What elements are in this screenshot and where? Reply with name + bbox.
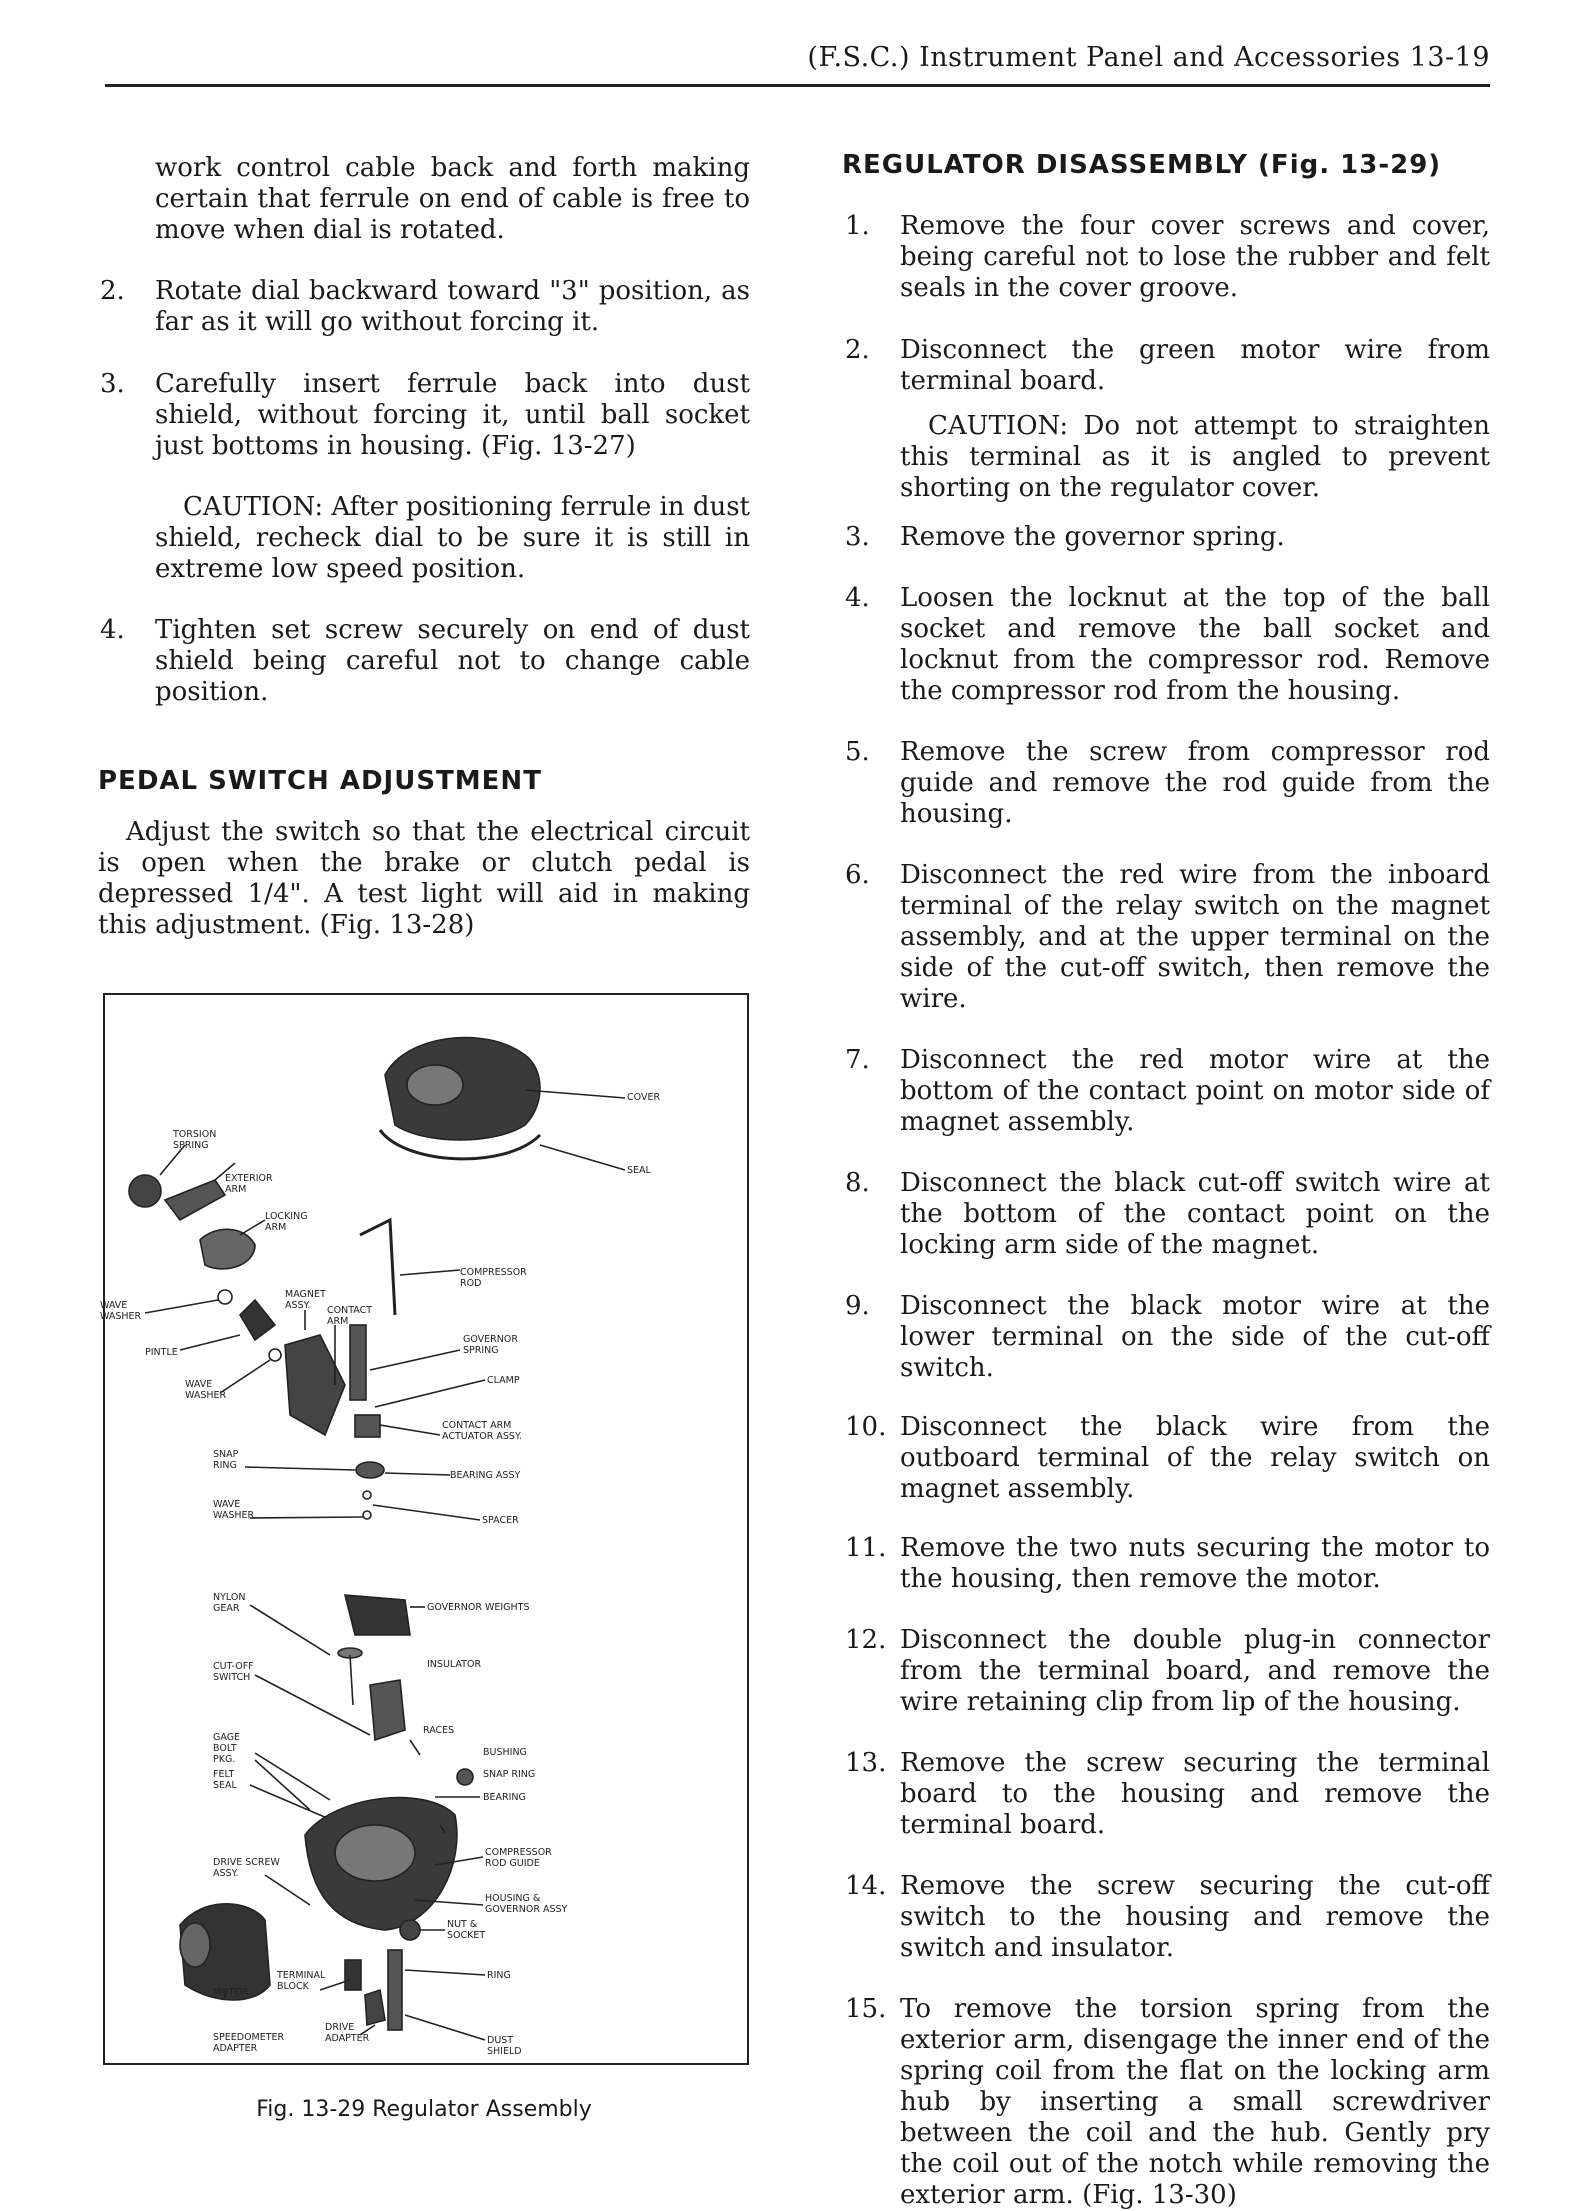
- label-torsion-2: SPRING: [173, 1140, 209, 1151]
- step-text: Remove the screw from compressor rod guide and remove the rod guide from the housing.: [900, 737, 1490, 829]
- label-cutoff-1: CUT-OFF: [213, 1661, 254, 1672]
- nut-socket-part: [400, 1920, 420, 1940]
- label-dust-1: DUST: [487, 2035, 514, 2046]
- label-bushing: BUSHING: [483, 1747, 527, 1758]
- left-column: [100, 153, 750, 941]
- label-comp-guide-1: COMPRESSOR: [485, 1847, 552, 1858]
- torsion-spring-part: [129, 1175, 161, 1207]
- step-number: 2.: [845, 335, 870, 365]
- label-locking-1: LOCKING: [265, 1211, 308, 1222]
- right-step-10: [845, 1412, 1490, 1505]
- figure-caption: Fig. 13-29 Regulator Assembly: [256, 2097, 592, 2122]
- left-caution: CAUTION: After positioning ferrule in dust shield, recheck dial to be sure it is still in extreme low speed position.: [155, 492, 750, 584]
- step-text: Loosen the locknut at the top of the ball socket and remove the ball socket and locknut from the compressor rod. Remove the compressor rod from the housing.: [900, 583, 1490, 706]
- bearing-assembly-part: [356, 1462, 384, 1478]
- step-text: Carefully insert ferrule back into dust shield, without forcing it, until ball socket just bottoms in housing. (Fig. 13-27): [155, 369, 750, 461]
- bushing-part: [457, 1769, 473, 1785]
- running-header: (F.S.C.) Instrument Panel and Accessories 13-19: [807, 42, 1490, 73]
- label-terminal-1: TERMINAL: [277, 1970, 326, 1981]
- label-speedo-1: SPEEDOMETER: [213, 2032, 285, 2043]
- right-step-14: [845, 1871, 1490, 1964]
- exterior-arm-part: [165, 1180, 225, 1220]
- step-text: Disconnect the red motor wire at the bottom of the contact point on motor side of magnet assembly.: [900, 1045, 1490, 1137]
- step-number: 10.: [845, 1412, 887, 1442]
- label-magnet-1: MAGNET: [285, 1289, 326, 1300]
- right-step-9: [845, 1291, 1490, 1384]
- label-bearing-assy: BEARING ASSY: [450, 1470, 521, 1481]
- regulator-disassembly-heading: REGULATOR DISASSEMBLY (Fig. 13-29): [842, 150, 1442, 180]
- step-number: 13.: [845, 1748, 887, 1778]
- step-text: Tighten set screw securely on end of dust shield being careful not to change cable position.: [155, 615, 750, 707]
- step-text: Remove the screw securing the cut-off switch to the housing and remove the switch and insulator.: [900, 1871, 1490, 1963]
- label-ring: RING: [487, 1970, 511, 1981]
- locking-arm-part: [200, 1229, 255, 1269]
- label-races: RACES: [423, 1725, 455, 1736]
- label-insulator: INSULATOR: [427, 1659, 482, 1670]
- label-gov-weights: GOVERNOR WEIGHTS: [427, 1602, 530, 1613]
- label-cutoff-2: SWITCH: [213, 1672, 251, 1683]
- label-snap-ring: SNAP RING: [483, 1769, 536, 1780]
- step-number: 4.: [100, 615, 125, 645]
- step-text: Disconnect the black cut-off switch wire at the bottom of the contact point on the locking arm side of the magnet.: [900, 1168, 1490, 1260]
- label-torsion-1: TORSION: [173, 1129, 217, 1140]
- right-column: [842, 150, 1490, 2211]
- step-text: To remove the torsion spring from the exterior arm, disengage the inner end of the spring coil from the flat on the locking arm hub by inserting a small screwdriver between the coil and the hub. Gently pry the coil out of the notch while removing the exterior arm. (Fig. 13-30): [900, 1994, 1490, 2210]
- right-step-12: [845, 1625, 1490, 1718]
- label-nut-2: SOCKET: [447, 1930, 486, 1941]
- right-step-11: [845, 1533, 1490, 1595]
- magnet-assembly-part: [285, 1335, 345, 1435]
- step-number: 6.: [845, 860, 870, 890]
- step-number: 15.: [845, 1994, 887, 2024]
- label-housing-2: GOVERNOR ASSY: [485, 1904, 568, 1915]
- governor-weights-part: [345, 1595, 410, 1635]
- label-wave2-1: WAVE: [185, 1379, 213, 1390]
- terminal-block-part: [345, 1960, 361, 1990]
- regulator-assembly-figure: [100, 993, 749, 2065]
- right-step-15: [845, 1994, 1490, 2211]
- right-step-3: [845, 522, 1490, 553]
- regulator-exploded-diagram: [100, 995, 747, 2063]
- actuator-part: [355, 1415, 380, 1437]
- step-number: 3.: [845, 522, 870, 552]
- label-pintle: PINTLE: [145, 1347, 178, 1358]
- label-snap-2: RING: [213, 1460, 237, 1471]
- step-number: 11.: [845, 1533, 887, 1563]
- label-clamp: CLAMP: [487, 1375, 520, 1386]
- step-number: 5.: [845, 737, 870, 767]
- step-text: Remove the two nuts securing the motor to the housing, then remove the motor.: [900, 1533, 1490, 1594]
- step-text: Remove the four cover screws and cover, being careful not to lose the rubber and felt seals in the cover groove.: [900, 211, 1490, 303]
- label-drive-adapter-1: DRIVE: [325, 2022, 355, 2033]
- label-gage-3: PKG.: [213, 1754, 236, 1765]
- label-exterior-2: ARM: [225, 1184, 247, 1195]
- right-step-5: [845, 737, 1490, 830]
- label-wave2-2: WASHER: [185, 1390, 227, 1401]
- continued-paragraph: work control cable back and forth making certain that ferrule on end of cable is free to move when dial is rotated.: [155, 153, 750, 245]
- label-governor-2: SPRING: [463, 1345, 499, 1356]
- label-seal: SEAL: [627, 1165, 651, 1176]
- right-step-1: [845, 211, 1490, 304]
- step-text: Disconnect the green motor wire from terminal board.: [900, 335, 1490, 396]
- label-speedo-2: ADAPTER: [213, 2043, 258, 2054]
- right-step-8: [845, 1168, 1490, 1261]
- page-header: [105, 42, 1490, 82]
- step-text: Disconnect the black motor wire at the lower terminal on the side of the cut-off switch.: [900, 1291, 1490, 1383]
- step-number: 1.: [845, 211, 870, 241]
- cutoff-switch-part: [370, 1680, 405, 1740]
- step-number: 9.: [845, 1291, 870, 1321]
- governor-spring-part: [350, 1325, 366, 1400]
- label-felt-1: FELT: [213, 1769, 235, 1780]
- step-text: Disconnect the double plug-in connector from the terminal board, and remove the wire retaining clip from lip of the housing.: [900, 1625, 1490, 1717]
- label-governor-1: GOVERNOR: [463, 1334, 518, 1345]
- label-cover: COVER: [627, 1092, 661, 1103]
- right-step-7: [845, 1045, 1490, 1138]
- label-motor: MOTOR: [213, 1987, 249, 1998]
- label-drive-adapter-2: ADAPTER: [325, 2033, 370, 2044]
- step-number: 2.: [100, 276, 125, 306]
- left-step-4: [100, 615, 750, 708]
- label-compressor-2: ROD: [460, 1278, 482, 1289]
- label-nut-1: NUT &: [447, 1919, 478, 1930]
- label-spacer: SPACER: [482, 1515, 519, 1526]
- label-snap-1: SNAP: [213, 1449, 239, 1460]
- step-number: 7.: [845, 1045, 870, 1075]
- left-step-2: [100, 276, 750, 338]
- label-drive-screw-2: ASSY.: [213, 1868, 239, 1879]
- label-gage-2: BOLT: [213, 1743, 237, 1754]
- label-wave3-2: WASHER: [213, 1510, 255, 1521]
- step-number: 14.: [845, 1871, 887, 1901]
- header-rule: [105, 84, 1490, 87]
- dust-shield-part: [388, 1950, 402, 2030]
- pedal-switch-body: Adjust the switch so that the electrical circuit is open when the brake or clutch pedal is depressed 1/4". A test light will aid in making this adjustment. (Fig. 13-28): [98, 817, 750, 940]
- step-text: Rotate dial backward toward "3" position, as far as it will go without forcing it.: [155, 276, 750, 337]
- label-wave3-1: WAVE: [213, 1499, 241, 1510]
- label-locking-2: ARM: [265, 1222, 287, 1233]
- label-dust-2: SHIELD: [487, 2046, 522, 2057]
- step-number: 8.: [845, 1168, 870, 1198]
- label-bearing: BEARING: [483, 1792, 526, 1803]
- step-text: Disconnect the red wire from the inboard terminal of the relay switch on the magnet assembly, and at the upper terminal on the side of the cut-off switch, then remove the wire.: [900, 860, 1490, 1014]
- step-number: 3.: [100, 369, 125, 399]
- label-drive-screw-1: DRIVE SCREW: [213, 1857, 280, 1868]
- label-terminal-2: BLOCK: [277, 1981, 309, 1992]
- label-nylon-1: NYLON: [213, 1592, 246, 1603]
- right-step-13: [845, 1748, 1490, 1841]
- label-contact-2: ARM: [327, 1316, 349, 1327]
- label-comp-guide-2: ROD GUIDE: [485, 1858, 540, 1869]
- left-step-3: [100, 369, 750, 462]
- label-wave-2: WASHER: [100, 1311, 142, 1322]
- label-exterior-1: EXTERIOR: [225, 1173, 273, 1184]
- label-housing-1: HOUSING &: [485, 1893, 541, 1904]
- right-step-4: [845, 583, 1490, 707]
- label-wave-1: WAVE: [100, 1300, 128, 1311]
- label-magnet-2: ASSY.: [285, 1300, 311, 1311]
- pintle-part: [240, 1300, 275, 1340]
- step-number: 4.: [845, 583, 870, 613]
- label-contact-1: CONTACT: [327, 1305, 373, 1316]
- compressor-rod-part: [360, 1220, 395, 1315]
- pedal-switch-heading: PEDAL SWITCH ADJUSTMENT: [98, 766, 542, 796]
- drive-adapter-part: [365, 1990, 385, 2025]
- step-text: Disconnect the black wire from the outboard terminal of the relay switch on magnet assembly.: [900, 1412, 1490, 1504]
- label-gage-1: GAGE: [213, 1732, 241, 1743]
- label-actuator-1: CONTACT ARM: [442, 1420, 512, 1431]
- right-caution: CAUTION: Do not attempt to straighten this terminal as it is angled to prevent shorting on the regulator cover.: [900, 411, 1490, 503]
- label-felt-2: SEAL: [213, 1780, 237, 1791]
- label-actuator-2: ACTUATOR ASSY.: [442, 1431, 522, 1442]
- right-step-2: [845, 335, 1490, 397]
- right-step-6: [845, 860, 1490, 1015]
- label-nylon-2: GEAR: [213, 1603, 240, 1614]
- step-text: Remove the screw securing the terminal board to the housing and remove the terminal board.: [900, 1748, 1490, 1840]
- step-number: 12.: [845, 1625, 887, 1655]
- disassembly-steps: [845, 211, 1490, 2211]
- step-text: Remove the governor spring.: [900, 522, 1285, 552]
- label-compressor-1: COMPRESSOR: [460, 1267, 527, 1278]
